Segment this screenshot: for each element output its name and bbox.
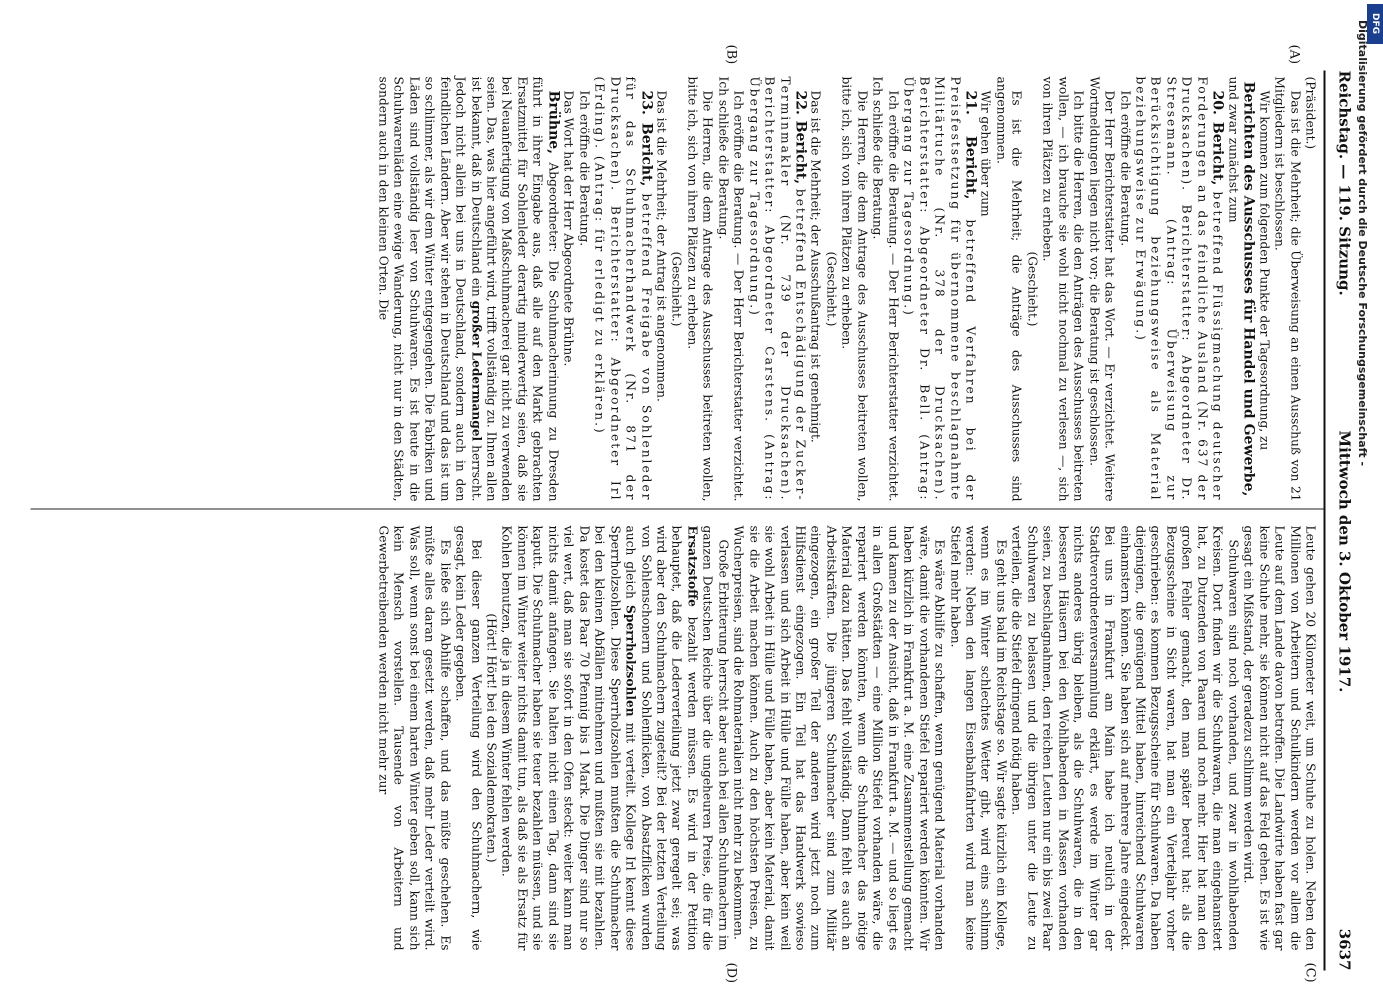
paragraph: Es geht uns bald im Reichstage so. Wir sagte kürzlich ein Kollege, wenn es im Winter schlechtes Wetter gibt, wird eins schlimm werden: Neben den langen Eisenbahnfahrten wird man keine Stiefel mehr haben. bbox=[947, 525, 1008, 950]
paragraph: Es ist die Mehrheit; die Anträge des Ausschusses sind angenommen. bbox=[993, 76, 1024, 501]
speech-paragraph bbox=[374, 76, 559, 501]
paragraph: Ich eröffne die Beratung. bbox=[576, 90, 591, 246]
interjection: (Hört! Hört! bei den Sozialdemokraten.) bbox=[483, 612, 498, 863]
paragraph: Ich eröffne die Beratung. — Der Herr Berichterstatter verzichtet. Ich schließe die Beratung. bbox=[715, 76, 746, 501]
report-text: betreffend Flüssigmachung deutscher Forderungen an das feindliche Ausland (Nr. 637 der Drucksachen). Berichterstatter: Abgeordneter Dr. Stresemann. (Antrag: Überweisung zur Berücksichtigung beziehungsweise als Material beziehungsweise zur Erwägung.) bbox=[1133, 76, 1225, 501]
margin-mark-c: (C) bbox=[1302, 962, 1317, 983]
paragraph: Es ließe sich Abhilfe schaffen, und das müßte geschehen. Es müßte alles daran gesetzt werden, daß mehr Leder verteilt wird. Was soll, wenn sonst bei einem harten Winter geben soll, kann sich kein Mensch vorstellen. Tausende von Arbeitern und Gewerbetreibenden werden nicht mehr zur bbox=[375, 525, 452, 950]
paragraph: Das ist die Mehrheit; der Ausschußantrag ist genehmigt. bbox=[808, 90, 823, 443]
interjection: (Geschieht.) bbox=[669, 250, 684, 327]
right-column bbox=[374, 525, 1317, 950]
paragraph: Leute gehen 20 Kilometer weit, um Schuhe zu holen. Neben den Millionen von Arbeitern und Schulkindern werden vor allem die Leute auf dem Lande davon betroffen. Die Landwirte haben fast gar keine Schuhe mehr, sie können nicht auf das Feld gehen. Es ist wie gesagt ein Mißstand, der geradezu schlimm werden wird. bbox=[1241, 525, 1317, 950]
report-number: 21. Bericht, bbox=[962, 90, 979, 199]
margin-mark-a: (A) bbox=[1286, 44, 1301, 64]
running-head-left: Reichstag. — 119. Sitzung. bbox=[1335, 70, 1353, 296]
digitization-stamp bbox=[1345, 20, 1379, 620]
report-number: 22. Bericht, bbox=[792, 90, 809, 184]
margin-mark-b: (B) bbox=[723, 44, 738, 64]
report-text: betreffend Freigabe von Sohlenleder für das Schuhmacherhandwerk (Nr. 871 der Drucksachen). Berichterstatter: Abgeordneter Irl (Erding). (Antrag: für erledigt zu erklären.) bbox=[592, 76, 653, 502]
emphasis: großer Ledermangel bbox=[468, 300, 483, 441]
column-divider bbox=[30, 508, 1323, 509]
report-item bbox=[745, 76, 807, 501]
report-text: betreffend Verfahren bei der Preisfestsetzung für übernommene beschlagnahmte Militärtuche (Nr. 378 der Drucksachen). Berichterstatter: Abgeordneter Dr. Bell. (Antrag: Übergang zur Tagesordnung.) bbox=[901, 76, 978, 501]
paragraph: Das ist die Mehrheit; die Überweisung an einen Ausschuß von 21 Mitgliedern ist beschlossen. bbox=[1272, 76, 1302, 501]
running-head-date: Mittwoch den 3. Oktober 1917. bbox=[1335, 430, 1353, 692]
interjection: (Geschieht.) bbox=[1024, 250, 1039, 327]
paragraph: und zwar zunächst zum bbox=[1225, 76, 1240, 223]
page-number: 3637 bbox=[1335, 928, 1353, 970]
speaker-label: (Präsident.) bbox=[1303, 76, 1317, 149]
report-item bbox=[1132, 76, 1225, 501]
paragraph: Große Erbitterung herrscht aber auch bei allen Schuhmachern im ganzen Deutschen Reiche über die ungeheuren Preise, die für die Ersatzstoffe bezahlt werden müssen. Es wird in der Petition behauptet, daß die Lederverteilung jetzt zwar geregelt sei; was wird aber den Schuhmachern zugeteilt? Bei der letzten Verteilung von Sohlenschonern und Sohlenflicken, von Absatzflicken wurden auch gleich Sperrholzsohlen mit verteilt. Kollege Irl kennt diese Sperrholzsohlen. Diese Sperrholzsohlen mußten die Schuhmacher bei den kleinen Abfällen mitnehmen und mußten sie mit bezahlen. Da kostet das Paar 70 Pfennig bis 1 Mark. Die Dinger sind nur so viel wert, daß man sie sofort in den Ofen steckt: weiter kann man nichts damit anfangen. Sie halten nicht einen Tag, dann sind sie kaputt. Die Schuhmacher haben sie teuer bezahlen müssen, und sie können im Winter weiter nichts damit tun, als daß sie als Ersatz für Kohlen benutzen, die ja in diesem Winter fehlen werden. bbox=[499, 525, 730, 951]
paragraph: Das Wort hat der Herr Abgeordnete Brühne. bbox=[561, 90, 576, 366]
paragraph: Die Herren, die dem Antrage des Ausschusses beitreten wollen, bitte ich, sich von ihren Plätzen zu erheben. bbox=[839, 76, 869, 501]
report-number: 20. Bericht, bbox=[1209, 90, 1226, 185]
report-number: 23. Bericht, bbox=[637, 90, 654, 186]
report-item bbox=[900, 76, 977, 501]
paragraph: Die Herren, die dem Antrage des Ausschusses beitreten wollen, bitte ich, sich von ihren Plätzen zu erheben. bbox=[684, 76, 715, 501]
dfg-logo-icon: DFG bbox=[1367, 4, 1383, 44]
left-column bbox=[374, 76, 1317, 501]
paragraph: Ich eröffne die Beratung. bbox=[1117, 90, 1132, 246]
report-item bbox=[591, 76, 653, 501]
paragraph: Der Herr Berichterstatter hat das Wort. — Er verzichtet. Weitere Wortmeldungen liegen nicht vor; die Beratung ist geschlossen. bbox=[1086, 76, 1117, 501]
interjection: (Geschieht.) bbox=[823, 250, 838, 327]
report-text: betreffend Entschädigung der Zucker-Terminmakler (Nr. 739 der Drucksachen). Berichterstatter: Abgeordneter Carstens. (Antrag: Übergang zur Tagesordnung.) bbox=[746, 76, 808, 501]
section-heading: Berichten des Ausschusses für Handel und Gewerbe, bbox=[1240, 81, 1257, 496]
paragraph: Schuhwaren sind noch vorhanden, und zwar in wohlhabenden Kreisen. Dort finden wir die Schuhwaren, die man eingehamstert hat, zu Dutzenden von Paaren und noch mehr. Hier hat man den großen Fehler gemacht, den man später bereut hat: als die Bezugsscheine in Sicht waren, hat man ein Vierteljahr vorher geschrieben: es kommen Bezugsscheine für Schuhwaren. Da haben diejenigen, die genügend Mittel haben, hinreichend Schuhwaren einhamstern können. Sie haben sich auf mehrere Jahre eingedeckt. Bei uns in Frankfurt am Main habe ich neulich in der Stadtverordnetenversammlung erklärt, es werde im Winter gar nichts anderes übrig bleiben, als die Schuhwaren, die in den besseren Häusern bei den Wohlhabenden in Massen vorhanden seien, zu beschlagnahmen, den reichen Leuten nur ein bis zwei Paar Schuhwaren zu belassen und die übrigen unter die Leute zu verteilen, die die Stiefel dringend nötig haben. bbox=[1009, 525, 1240, 950]
paragraph: Das ist die Mehrheit; der Antrag ist angenommen. bbox=[653, 90, 668, 402]
margin-mark-d: (D) bbox=[723, 962, 738, 983]
paragraph: Ich bitte die Herren, die den Anträgen des Ausschusses beitreten wollen, — ich brauche sie wohl nicht nochmal zu verlesen —, sich von ihren Plätzen zu erheben. bbox=[1040, 76, 1086, 501]
speech-text: herrscht. Jedoch nicht allein bei uns in Deutschland, sondern auch in den feindlichen Ländern. Aber wir stehen in Deutschland und das ist um so schlimmer, als wir dem Winter entgegengehen. Die Fabriken und Läden sind vollständig leer von Schuhwaren. Es ist heute in die Schuhwarenläden eine ewige Wanderung, nicht nur in den Städten, sondern auch in den kleinen Orten. Die bbox=[375, 76, 483, 502]
paragraph: Wir kommen zum folgenden Punkte der Tagesordnung, zu bbox=[1256, 90, 1271, 450]
stamp-text: Digitalisierung gefördert durch die Deutsche Forschungsgemeinschaft - bbox=[1356, 20, 1369, 467]
paragraph: Ich eröffne die Beratung. — Der Herr Berichterstatter verzichtet. Ich schließe die Beratung. bbox=[870, 76, 900, 501]
paragraph: Wir gehen über zum bbox=[978, 90, 993, 217]
paragraph: Bei dieser ganzen Verteilung wird den Schuhmachern, wie gesagt, kein Leder gegeben. bbox=[453, 525, 483, 950]
emphasis: Sperrholzsohlen bbox=[623, 604, 638, 717]
emphasis: Ersatzstoffe bbox=[684, 525, 699, 607]
speech-text: Abgeordneter: Die Schuhmacherinnung zu Dresden führt in ihrer Eingabe aus, daß alle auf den Markt gebrachten Ersatzmittel für Sohlenleder derartig minderwertig seien, daß sie bei Neuanfertigung von Maßschuhmacherei gar nicht zu verwenden seien. Das, was hier angeführt wird, trifft vollständig zu. Ihnen allen ist bekannt, daß in Deutschland ein bbox=[468, 76, 560, 501]
header-rule bbox=[1323, 70, 1325, 970]
paragraph: Es wäre Abhilfe zu schaffen, wenn genügend Material vorhanden wäre, damit die vorhandenen Stiefel repariert werden könnten. Wir haben kürzlich in Frankfurt a. M. eine Zusammenstellung gemacht und kamen zu der Ansicht, daß in Frankfurt a. M. — und so liegt es in allen Großstädten — eine Million Stiefel vorhanden wäre, die repariert werden könnten, wenn die Schuhmacher das nötige Material dazu hätten. Das fehlt vollständig. Dann fehlt es auch an Arbeitskräften. Die jüngeren Schuhmacher sind zum Militär eingezogen, ein großer Teil der anderen wird jetzt noch zum Hilfsdienst eingezogen. Ein Teil hat das Handwerk sowieso verlassen und sich Arbeit in Hülle und Fülle haben, aber kein weil sie wohl Arbeit in Hülle und Fülle haben, aber kein Material, damit sie die Arbeit machen können. Auch zu den höchsten Preisen, zu Wucherpreisen, sind die Rohmaterialien nicht mehr zu bekommen. bbox=[731, 525, 947, 950]
speaker-name: Brühne, bbox=[544, 90, 561, 154]
